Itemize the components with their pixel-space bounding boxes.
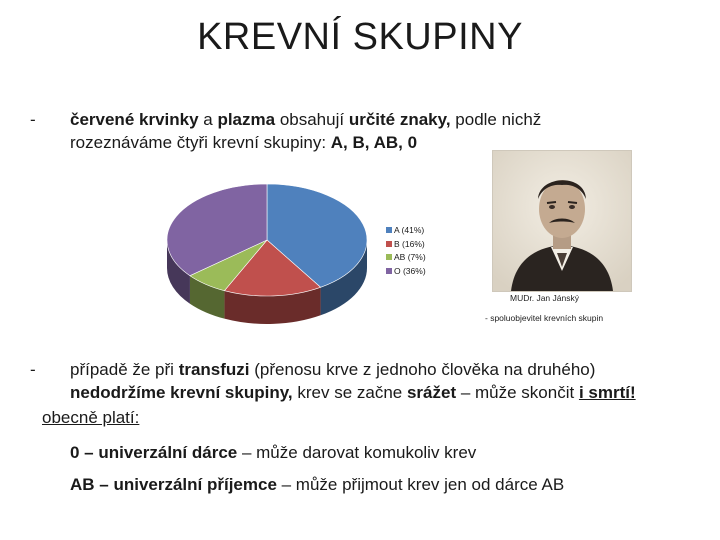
portrait-caption-name: MUDr. Jan Jánský [510,293,579,303]
blood-group-pie-chart [155,178,445,333]
bullet-text [70,108,630,154]
text-span: a [198,110,218,129]
slide-title: KREVNÍ SKUPINY [197,16,523,58]
text-bold: AB – univerzální příjemce [70,475,277,494]
portrait-photo [492,150,632,292]
rule-universal-donor [70,441,476,464]
text-span: – může přijmout krev jen od dárce AB [276,475,565,494]
bullet-dash: - [30,110,36,129]
legend-swatch [386,268,392,274]
legend-swatch [386,227,392,233]
text-span: krev se začne [292,383,407,402]
general-rule-heading: obecně platí: [42,408,140,427]
text-bold: 0 – univerzální dárce [70,443,238,462]
text-span: případě že při [70,360,179,379]
chart-legend [386,224,426,278]
rule-universal-recipient [70,473,564,496]
bullet-text [70,358,690,404]
legend-item-1 [386,238,426,252]
text-bold: určité znaky, [348,110,451,129]
text-bold: plazma [217,110,276,129]
text-span: – může darovat komukoliv krev [237,443,477,462]
text-span: podle nichž rozeznáváme čtyři krevní skupiny: [70,110,542,152]
legend-item-3 [386,265,426,279]
text-span: obsahují [275,110,349,129]
legend-label: B (16%) [394,238,425,249]
text-span: – může skončit [456,383,579,402]
legend-swatch [386,241,392,247]
text-span: (přenosu krve z jednoho člověka na druhého) [249,360,596,379]
legend-label: AB (7%) [394,252,426,262]
pie-svg [155,178,385,333]
legend-swatch [386,254,392,260]
text-bold: červené krvinky [70,110,199,129]
legend-label: A (41%) [394,225,425,235]
text-bold: A, B, AB, 0 [330,133,418,152]
legend-label: O (36%) [394,265,426,276]
bullet-dash: - [30,360,36,379]
text-bold: nedodržíme krevní skupiny, [70,383,293,402]
text-bold: transfuzi [178,360,250,379]
legend-item-2 [386,251,426,265]
portrait-figure [493,151,631,291]
portrait-caption-role: - spoluobjevitel krevních skupin [485,313,604,323]
text-bold: srážet [406,383,457,402]
legend-item-0 [386,224,426,238]
text-bold-underlined: i smrtí! [578,383,636,402]
